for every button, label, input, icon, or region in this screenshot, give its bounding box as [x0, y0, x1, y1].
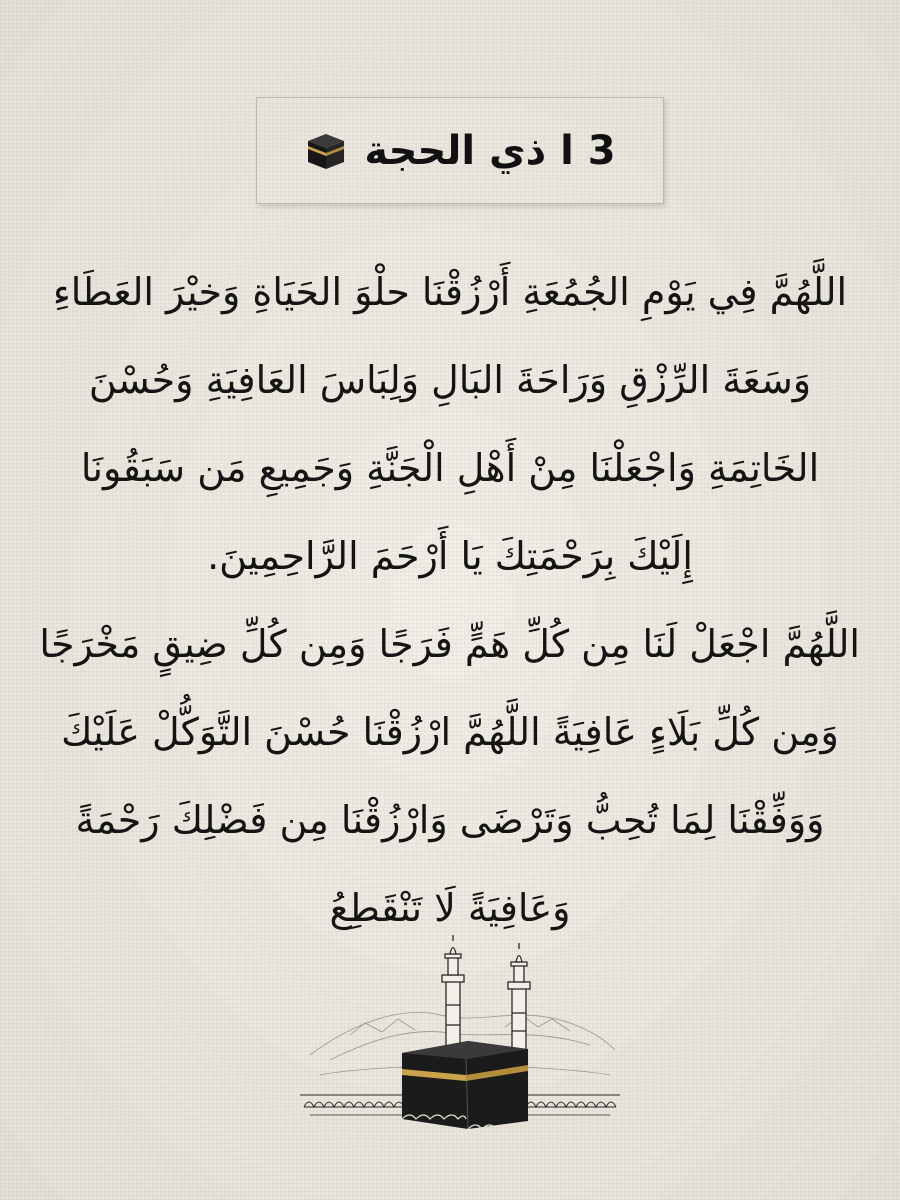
title-box	[256, 97, 664, 204]
dua-line: وَمِن كُلِّ بَلَاءٍ عَافِيَةً اللَّهُمَّ ارْزُقْنَا حُسْنَ التَّوَكُّلْ عَلَيْكَ	[61, 710, 839, 754]
dua-line: وَوَفِّقْنَا لِمَا تُحِبُّ وَتَرْضَى وَارْزُقْنَا مِن فَضْلِكَ رَحْمَةً	[75, 798, 825, 842]
kaaba-sketch	[290, 935, 630, 1135]
page-title: 3 ا ذي الحجة	[364, 127, 616, 174]
kaaba-cube	[402, 1041, 528, 1129]
dua-line: اللَّهُمَّ اجْعَلْ لَنَا مِن كُلِّ هَمٍّ فَرَجًا وَمِن كُلِّ ضِيقٍ مَخْرَجًا	[39, 622, 860, 666]
dua-line: اللَّهُمَّ فِي يَوْمِ الجُمُعَةِ أَرْزُقْنَا حلْوَ الحَيَاةِ وَخيْرَ العَطَاءِ	[52, 270, 848, 314]
dua-text	[40, 248, 860, 952]
dua-line: الخَاتِمَةِ وَاجْعَلْنَا مِنْ أَهْلِ الْجَنَّةِ وَجَمِيعِ مَن سَبَقُونَا	[80, 446, 820, 490]
dua-line: وَسَعَةَ الرِّزْقِ وَرَاحَةَ البَالِ وَلِبَاسَ العَافِيَةِ وَحُسْنَ	[88, 358, 812, 402]
kaaba-icon	[304, 129, 348, 173]
dua-line: إِلَيْكَ بِرَحْمَتِكَ يَا أَرْحَمَ الرَّاحِمِينَ.	[207, 534, 693, 578]
dua-line: وَعَافِيَةً لَا تَنْقَطِعُ	[329, 886, 571, 930]
